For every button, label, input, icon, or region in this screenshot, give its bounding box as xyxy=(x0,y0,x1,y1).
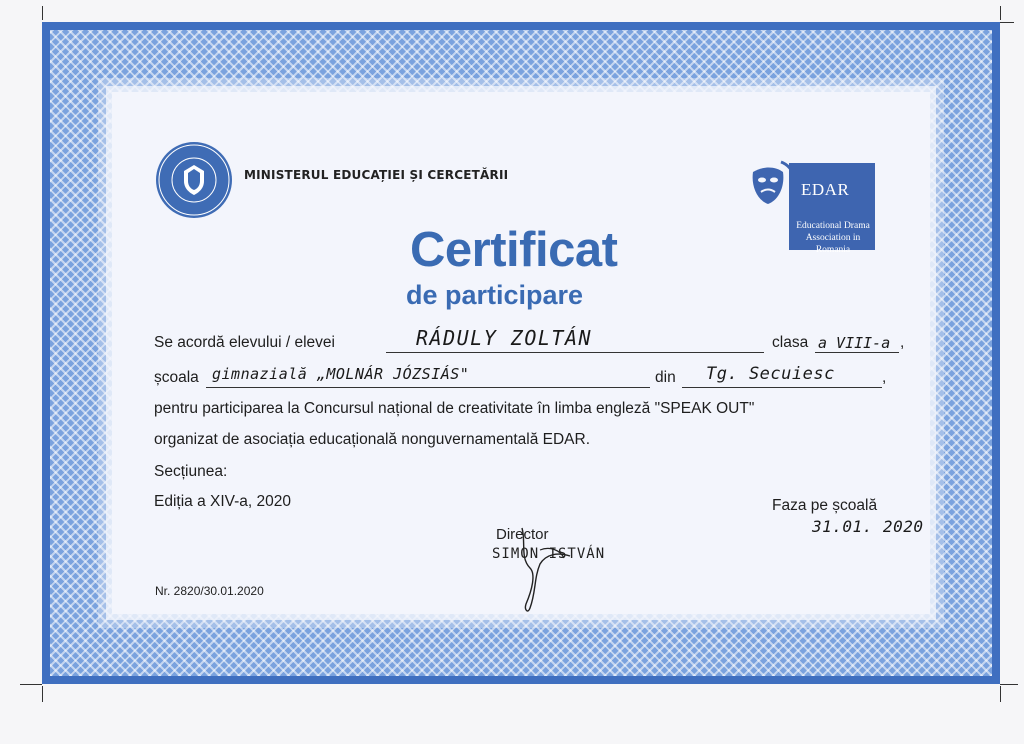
city-underline xyxy=(682,387,882,388)
certificate-title: Certificat xyxy=(410,223,618,277)
phase-label: Faza pe școală xyxy=(772,497,878,514)
class-value: a VIII-a xyxy=(818,334,891,352)
certificate-subtitle: de participare xyxy=(406,280,584,310)
organizer-text: organizat de asociația educațională nonguvernamentală EDAR. xyxy=(154,431,591,448)
director-name: SIMON ISTVÁN xyxy=(492,546,606,562)
director-signature xyxy=(500,520,640,620)
city-name: Tg. Secuiesc xyxy=(706,364,835,384)
section-label: Secțiunea: xyxy=(154,463,228,480)
edar-tagline xyxy=(791,220,875,256)
city-label: din xyxy=(655,369,676,386)
phase-date: 31.01. 2020 xyxy=(812,517,924,536)
document-number: Nr. 2820/30.01.2020 xyxy=(155,584,264,598)
edar-tagline-line1: Educational Drama xyxy=(796,221,870,231)
ministry-name: MINISTERUL EDUCAȚIEI ȘI CERCETĂRII xyxy=(244,168,509,182)
government-seal-icon xyxy=(154,140,234,220)
award-prefix: Se acordă elevului / elevei xyxy=(154,334,335,351)
student-name: RÁDULY ZOLTÁN xyxy=(416,326,593,350)
edar-name: EDAR xyxy=(801,180,850,199)
student-underline xyxy=(386,352,764,353)
edition-text: Ediția a XIV-a, 2020 xyxy=(154,493,292,510)
line1-end: , xyxy=(900,334,905,351)
school-underline xyxy=(206,387,650,388)
school-label: școala xyxy=(154,369,199,386)
class-label: clasa xyxy=(772,334,809,351)
line2-end: , xyxy=(882,369,887,386)
class-underline xyxy=(815,352,899,353)
participation-text: pentru participarea la Concursul național de creativitate în limba engleză "SPEAK OUT" xyxy=(154,400,755,417)
edar-logo xyxy=(747,158,875,255)
edar-tagline-line2: Association in Romania xyxy=(805,233,861,255)
school-name: gimnazială „MOLNÁR JÓZSIÁS" xyxy=(212,365,470,383)
director-label: Director xyxy=(496,526,549,543)
